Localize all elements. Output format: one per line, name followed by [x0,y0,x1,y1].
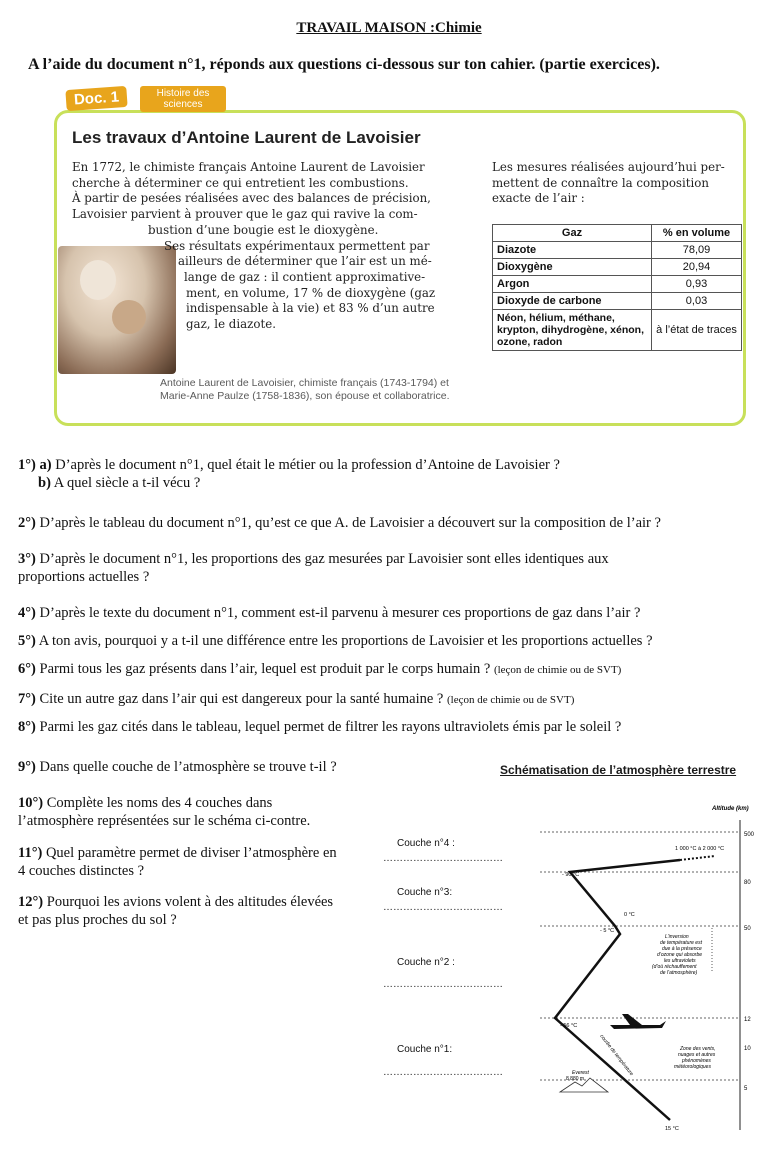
question-6 [18,660,621,679]
gas-name: Diazote [493,242,652,259]
atmosphere-diagram [530,800,770,1140]
question-sub: b) [38,475,51,491]
page-title: TRAVAIL MAISON :Chimie [296,20,482,36]
para-line: gaz, le diazote. [186,317,276,332]
question-text: Parmi tous les gaz présents dans l’air, lequel est produit par le corps humain ? [35,661,494,677]
temperature-label: 1 000 °C à 2 000 °C [675,846,725,852]
question-number: 8°) [18,719,36,735]
para-line: Ses résultats expérimentaux permettent par [164,238,430,253]
question-text: Dans quelle couche de l’atmosphère se trouve t-il ? [35,759,337,775]
question-note: (leçon de chimie ou de SVT) [446,694,575,706]
gas-name: Dioxyde de carbone [493,293,652,310]
question-number: 4°) [18,605,36,621]
altitude-label: Altitude (km) [712,806,749,812]
gas-name: Dioxygène [493,259,652,276]
temperature-label: 0 °C [624,912,635,918]
instruction: A l’aide du document n°1, réponds aux questions ci-dessous sur ton cahier. (partie exercices). [28,56,660,73]
question-number: 12°) [18,894,44,910]
altitude-tick: 5 [744,1086,748,1092]
para-line: exacte de l’air : [492,191,585,206]
question-number: 7°) [18,691,36,707]
inversion-line: due à la présence [662,946,702,952]
question-text: D’après le document n°1, quel était le métier ou la profession d’Antoine de Lavoisier ? [51,457,560,473]
inversion-line: L’inversion [665,934,689,940]
table-header-row [493,225,742,242]
question-text: Cite un autre gaz dans l’air qui est dangereux pour la santé humaine ? [35,691,447,707]
gas-table [492,224,742,351]
temperature-label: - 56 °C [560,1023,578,1029]
gas-percent: 78,09 [652,242,742,259]
airplane-wing [622,1014,642,1025]
category-badge: Histoire des sciences [140,86,226,112]
temperature-label: - 90 °C [562,872,580,878]
question-note: (leçon de chimie ou de SVT) [493,664,622,676]
couche-4-blank: ……………………………… [383,853,503,864]
curve-label: courbe de température [598,1033,635,1078]
question-text: D’après le document n°1, les proportions des gaz mesurées par Lavoisier sont elles identiques aux [35,551,609,567]
question-5 [18,632,653,650]
question-8 [18,718,621,736]
question-number: 3°) [18,551,36,567]
gas-percent: à l’état de traces [652,310,742,351]
question-number: 11°) [18,845,43,861]
question-text: Quel paramètre permet de diviser l’atmosphère en [42,845,337,861]
question-2 [18,514,661,532]
question-4 [18,604,640,622]
table-row [493,293,742,310]
weather-line: Zone des vents, [680,1046,716,1052]
question-text: Parmi les gaz cités dans le tableau, lequel permet de filtrer les rayons ultraviolets émis par le soleil ? [35,719,622,735]
right-paragraph [492,160,747,207]
para-line: cherche à déterminer ce qui entretient les combustions. [72,175,409,190]
para-line: indispensable à la vie) et 83 % d’un autre [186,301,435,316]
question-3 [18,550,609,568]
gas-percent: 0,93 [652,276,742,293]
couche-2-blank: ……………………………… [383,979,503,990]
temperature-label: - 5 °C [600,928,615,934]
question-number: 2°) [18,515,36,531]
question-text: Pourquoi les avions volent à des altitudes élevées [43,894,334,910]
question-text: A quel siècle a t-il vécu ? [50,475,201,491]
question-11-cont: 4 couches distinctes ? [18,863,145,879]
para-line: En 1772, le chimiste français Antoine Laurent de Lavoisier [72,160,425,174]
weather-line: nuages et autres [678,1052,716,1058]
table-row [493,242,742,259]
para-line: ailleurs de déterminer que l’air est un mé- [178,254,432,269]
altitude-tick: 500 [744,832,755,838]
couche-1-label: Couche n°1: [397,1044,453,1055]
para-line: Les mesures réalisées aujourd’hui per- [492,160,725,174]
couche-2-label: Couche n°2 : [397,957,455,968]
para-line: lange de gaz : il contient approximative- [184,269,426,284]
weather-line: météorologiques [674,1064,711,1070]
question-1a [18,456,560,474]
table-row [493,259,742,276]
question-text: Complète les noms des 4 couches dans [43,795,273,811]
question-number: 9°) [18,759,36,775]
inversion-line: les ultraviolets [664,958,696,964]
couche-4-label: Couche n°4 : [397,838,455,849]
question-12 [18,893,333,911]
altitude-tick: 12 [744,1017,751,1023]
altitude-tick: 80 [744,880,751,886]
question-10-cont: l’atmosphère représentées sur le schéma ci-contre. [18,813,311,829]
table-header: % en volume [652,225,742,242]
gas-percent: 20,94 [652,259,742,276]
question-10 [18,794,272,812]
question-number: 1°) [18,457,36,473]
question-7 [18,690,574,709]
para-line: À partir de pesées réalisées avec des balances de précision, [72,191,431,206]
para-line: Lavoisier parvient à prouver que le gaz qui ravive la com- [72,207,418,222]
question-9 [18,758,337,776]
caption-line: Antoine Laurent de Lavoisier, chimiste français (1743-1794) et [160,377,449,389]
altitude-tick: 50 [744,926,751,932]
left-paragraph [72,160,472,333]
para-line: ment, en volume, 17 % de dioxygène (gaz [186,285,436,300]
everest-altitude: 8 880 m [566,1076,585,1082]
table-row [493,310,742,351]
everest-label: Everest [572,1070,589,1076]
weather-line: phénomènes [682,1058,711,1064]
para-line: bustion d’une bougie est le dioxygène. [148,222,379,237]
couche-3-label: Couche n°3: [397,887,453,898]
table-row [493,276,742,293]
portrait-caption [160,377,490,403]
question-text: D’après le texte du document n°1, comment est-il parvenu à mesurer ces proportions de gaz dans l’air ? [35,605,641,621]
question-number: 10°) [18,795,44,811]
question-text: D’après le tableau du document n°1, qu’est ce que A. de Lavoisier a découvert sur la composition de l’air ? [35,515,661,531]
couche-1-blank: ……………………………… [383,1067,503,1078]
question-1b [38,474,200,492]
thermosphere-curve [680,856,715,860]
inversion-line: de température est [660,940,702,946]
document-title: Les travaux d’Antoine Laurent de Lavoisier [72,128,421,147]
question-text: A ton avis, pourquoi y a t-il une différence entre les proportions de Lavoisier et les proportions actuelles ? [35,633,653,649]
question-3-cont: proportions actuelles ? [18,569,150,585]
question-number: 6°) [18,661,36,677]
inversion-line: de l’atmosphère) [660,970,698,976]
temperature-label: 15 °C [665,1126,679,1132]
schema-title: Schématisation de l’atmosphère terrestre [500,763,737,777]
couche-3-blank: ……………………………… [383,902,503,913]
inversion-line: (d’où réchauffement [652,964,697,970]
para-line: mettent de connaître la composition [492,175,709,190]
question-11 [18,844,337,862]
question-12-cont: et pas plus proches du sol ? [18,912,177,928]
question-number: 5°) [18,633,36,649]
gas-name: Argon [493,276,652,293]
altitude-tick: 10 [744,1046,751,1052]
inversion-line: d’ozone qui absorbe [657,952,703,958]
gas-percent: 0,03 [652,293,742,310]
question-sub: a) [39,457,52,473]
doc-badge: Doc. 1 [65,86,127,111]
gas-name: Néon, hélium, méthane, krypton, dihydrogène, xénon, ozone, radon [493,310,652,351]
table-header: Gaz [493,225,652,242]
caption-line: Marie-Anne Paulze (1758-1836), son épouse et collaboratrice. [160,390,450,402]
